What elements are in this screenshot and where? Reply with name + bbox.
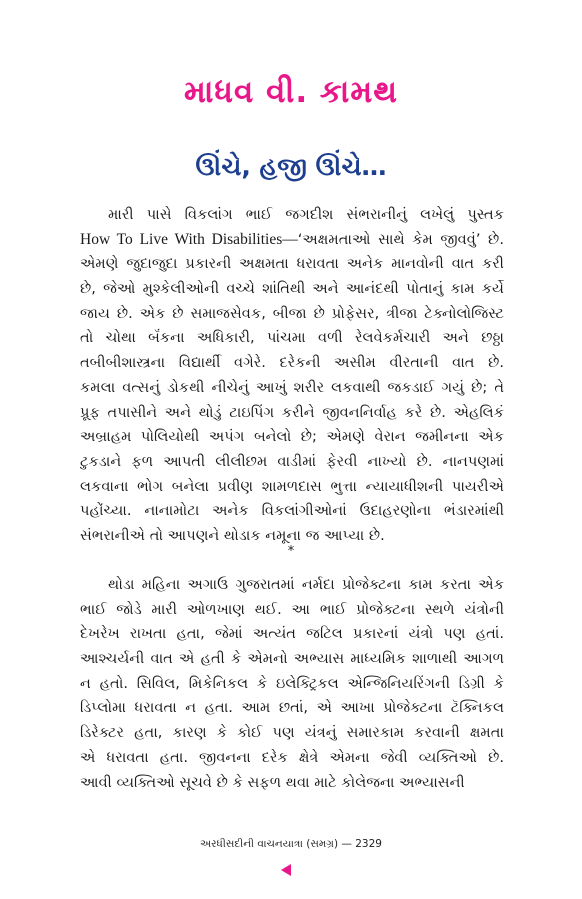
text-line: લકવાના ભોગ બનેલા પ્રવીણ શામળદાસ ભુત્તા ન્યાયાધીશની પાયરીએ — [80, 477, 504, 495]
page-footer: અરધીસદીની વાચનયાત્રા (સમગ્ર) — 2329 — [200, 838, 382, 850]
text-line — [80, 228, 504, 253]
text-line: દેખરેખ રાખતા હતા, જેમાં અત્યંત જટિલ પ્રકારનાં યંત્રો પણ હતાં. — [80, 625, 504, 643]
text-line: એ ધરાવતા હતા. જીવનના દરેક ક્ષેત્રે એમના જેવી વ્યક્તિઓ છે. — [80, 748, 504, 766]
paragraph-2 — [80, 573, 504, 795]
text-line: તબીબીશાસ્ત્રના વિદ્યાર્થી વગેરે. દરેકની અસીમ વીરતાની વાત છે. — [80, 354, 504, 372]
text-line: પહોંચ્યા. નાનામોટા અનેક વિકલાંગીઓનાં ઉદાહરણોના ભંડારમાંથી — [80, 502, 504, 520]
triangle-left-icon[interactable] — [281, 864, 291, 876]
text-line: ન હતો. સિવિલ, મિકેનિકલ કે ઇલેક્ટ્રિકલ એન્જિનિયરિંગની ડિગ્રી કે — [80, 674, 504, 692]
text-line: સંભરાનીએ તો આપણને થોડાક નમૂના જ આપ્યા છે. — [80, 526, 385, 544]
book-title-gujarati: ‘અક્ષમતાઓ સાથે કેમ જીવવું’ છે. — [297, 230, 504, 248]
author-name: માધવ વી. કામથ — [183, 74, 399, 110]
chapter-title: ઊંચે, હજી ઊંચે… — [195, 152, 387, 181]
text-line: કમલા વત્સનું ડોકથી નીચેનું આખું શરીર લકવાથી જકડાઈ ગયું છે; તે — [80, 378, 504, 396]
text-line: જાય છે. એક છે સમાજસેવક, બીજા છે પ્રોફેસર, ત્રીજા ટેક્નોલોજિસ્ટ — [80, 304, 504, 322]
text-line: ડિપ્લોમા ધરાવતા ન હતા. આમ છતાં, એ આખા પ્રોજેક્ટના ટૅક્નિકલ — [80, 699, 504, 717]
text-line: પ્રૂફ તપાસીને અને થોડું ટાઇપિંગ કરીને જીવનનિર્વાહ કરે છે. એહલિકં — [80, 403, 504, 421]
text-line: થોડા મહિના અગાઉ ગુજરાતમાં નર્મદા પ્રોજેક્ટના કામ કરતા એક — [108, 576, 504, 593]
paragraph-1 — [80, 203, 504, 549]
text-line: આવી વ્યક્તિઓ સૂચવે છે કે સફળ થવા માટે કોલેજના અભ્યાસની — [80, 773, 465, 791]
section-separator: * — [287, 544, 295, 559]
text-line: મારી પાસે વિકલાંગ ભાઈ જગદીશ સંભરાનીનું લખેલું પુસ્તક — [108, 206, 504, 223]
text-line: એમણે જુદાજુદા પ્રકારની અક્ષમતા ધરાવતા અનેક માનવોની વાત કરી — [80, 255, 504, 273]
text-line: ટુકડાને ફળ આપતી લીલીછમ વાડીમાં ફેરવી નાખ્યો છે. નાનપણમાં — [80, 452, 504, 470]
text-line: અબ્રાહમ પોલિયોથી અપંગ બનેલો છે; એમણે વેરાન જમીનના એક — [80, 428, 504, 446]
text-line: ભાઈ જોડે મારી ઓળખાણ થઈ. આ ભાઈ પ્રોજેક્ટના સ્થળે યંત્રોની — [80, 600, 504, 618]
text-line: છે, જેઓ મુશ્કેલીઓની વચ્ચે શાંતિથી અને આનંદથી પોતાનું કામ કર્યે — [80, 280, 504, 298]
text-line: ડિરેક્ટર હતા, કારણ કે કોઈ પણ યંત્રનું સમારકામ કરવાની ક્ષમતા — [80, 724, 504, 742]
text-line: આશ્ચર્યની વાત એ હતી કે એમનો અભ્યાસ માધ્યમિક શાળાથી આગળ — [80, 650, 504, 668]
text-line: તો ચોથા બૅંકના અધિકારી, પાંચમા વળી રેલવેકર્મચારી અને છઠ્ઠા — [80, 329, 504, 347]
book-title-english: How To Live With Disabilities— — [80, 230, 298, 248]
